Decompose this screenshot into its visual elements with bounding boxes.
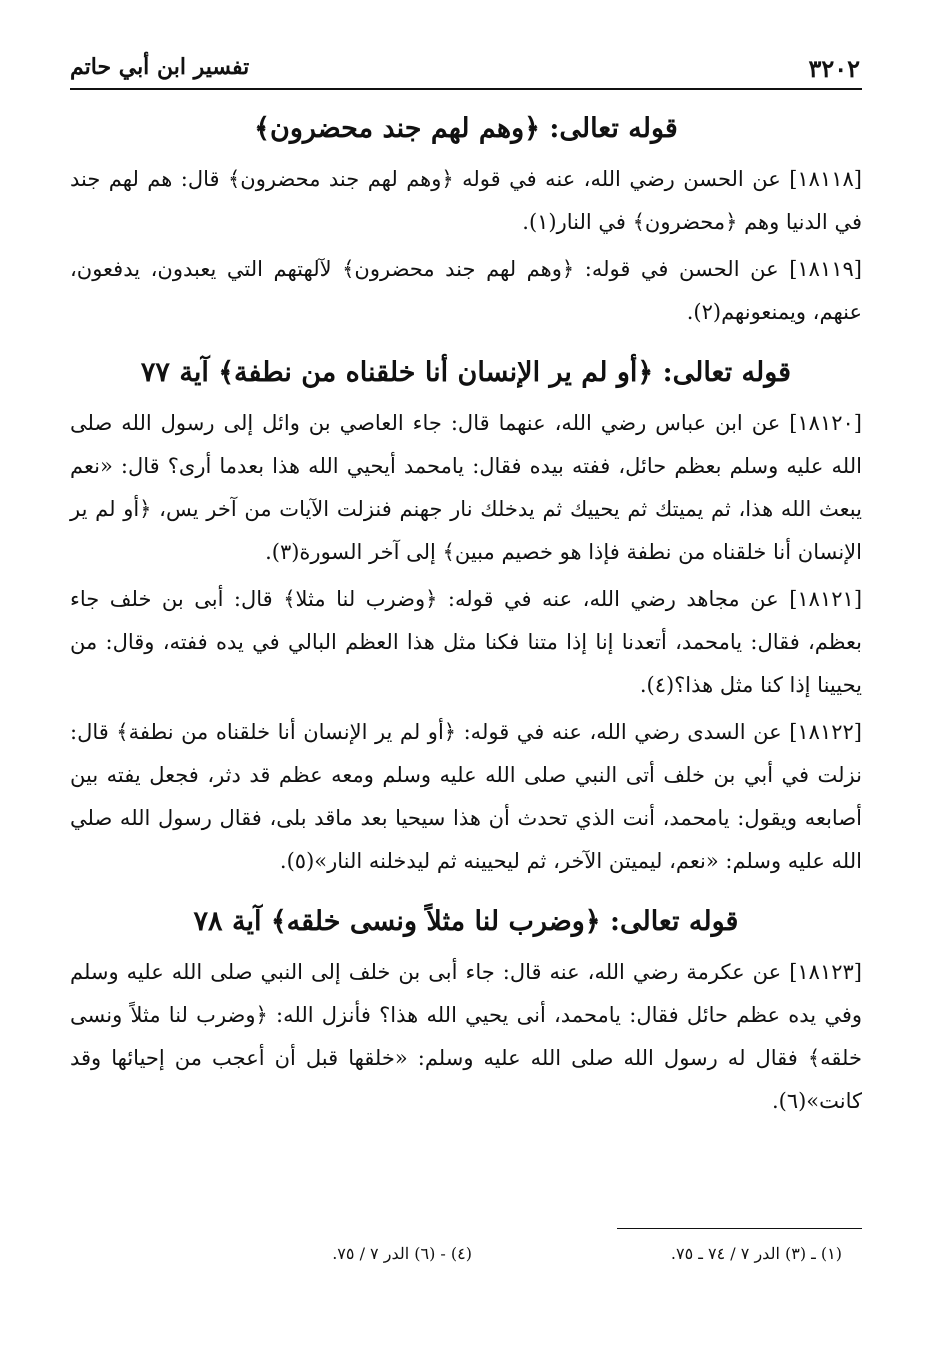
book-title: تفسير ابن أبي حاتم [70, 54, 250, 80]
narration-paragraph [70, 158, 862, 244]
narration-paragraph [70, 578, 862, 707]
page-number: ٣٢٠٢ [808, 54, 860, 83]
narration-number: [١٨١٢٢] [789, 720, 862, 744]
footnote-divider [617, 1228, 862, 1229]
footnote-left: (٤) - (٦) الدر ٧ / ٧٥. [332, 1244, 472, 1263]
narration-paragraph [70, 711, 862, 883]
narration-text: عن الحسن في قوله: ﴿وهم لهم جند محضرون﴾ لآلهتهم التي يعبدون، يدفعون، عنهم، ويمنعونهم(٢). [70, 257, 862, 324]
narration-text: عن السدى رضي الله، عنه في قوله: ﴿أو لم ير الإنسان أنا خلقناه من نطفة﴾ قال: نزلت في أبي بن خلف أتى النبي صلى الله عليه وسلم ومعه عظم قد دثر، فجعل يفته بين أصابعه ويقول: يامحمد، أنت الذي تحدث أن هذا سيحيا بعد ماقد بلى، فقال رسول الله صلي الله عليه وسلم: «نعم، ليميتن الآخر، ثم ليحيينه ثم ليدخلنه النار»(٥). [70, 720, 862, 873]
narration-paragraph [70, 402, 862, 574]
narration-text: عن عكرمة رضي الله، عنه قال: جاء أبى بن خلف إلى النبي صلى الله عليه وسلم وفي يده عظم حائل فقال: يامحمد، أنى يحيي الله هذا؟ فأنزل الله: ﴿وضرب لنا مثلاً ونسى خلقه﴾ فقال له رسول الله صلى الله عليه وسلم: «خلقها قبل أن أعجب من إحيائها وقد كانت»(٦). [70, 960, 862, 1113]
narration-text: عن الحسن رضي الله، عنه في قوله ﴿وهم لهم جند محضرون﴾ قال: هم لهم جند في الدنيا وهم ﴿محضرون﴾ في النار(١). [70, 167, 862, 234]
section-heading: قوله تعالى: ﴿أو لم ير الإنسان أنا خلقناه من نطفة﴾ آية ٧٧ [140, 357, 792, 388]
narration-number: [١٨١٢١] [789, 587, 863, 611]
document-page [70, 48, 862, 1338]
section-heading: قوله تعالى: ﴿وضرب لنا مثلاً ونسى خلقه﴾ آية ٧٨ [193, 906, 739, 937]
narration-text: عن مجاهد رضي الله، عنه في قوله: ﴿وضرب لنا مثلا﴾ قال: أبى بن خلف جاء بعظم، فقال: يامحمد، أتعدنا إنا إذا متنا فكنا مثل هذا العظم البالي في يده ففته، وقال: من يحيينا إذا كنا مثل هذا؟(٤). [70, 587, 862, 697]
footnote-right: (١) ـ (٣) الدر ٧ / ٧٤ ـ ٧٥. [670, 1244, 842, 1263]
narration-number: [١٨١١٩] [789, 257, 862, 281]
narration-paragraph [70, 248, 862, 334]
narration-number: [١٨١٢٣] [789, 960, 862, 984]
footnotes [70, 1238, 862, 1272]
narration-paragraph [70, 951, 862, 1123]
section-heading: قوله تعالى: ﴿وهم لهم جند محضرون﴾ [254, 113, 678, 144]
narration-number: [١٨١١٨] [789, 167, 862, 191]
narration-text: عن ابن عباس رضي الله، عنهما قال: جاء العاصي بن وائل إلى رسول الله صلى الله عليه وسلم بعظم حائل، ففته بيده فقال: يامحمد أيحيي الله هذا بعدما أرى؟ قال: «نعم يبعث الله هذا، ثم يميتك ثم يحييك ثم يدخلك نار جهنم فنزلت الآيات من آخر يس، ﴿أو لم ير الإنسان أنا خلقناه من نطفة فإذا هو خصيم مبين﴾ إلى آخر السورة(٣). [70, 411, 862, 564]
narration-number: [١٨١٢٠] [789, 411, 862, 435]
running-header [70, 48, 862, 90]
